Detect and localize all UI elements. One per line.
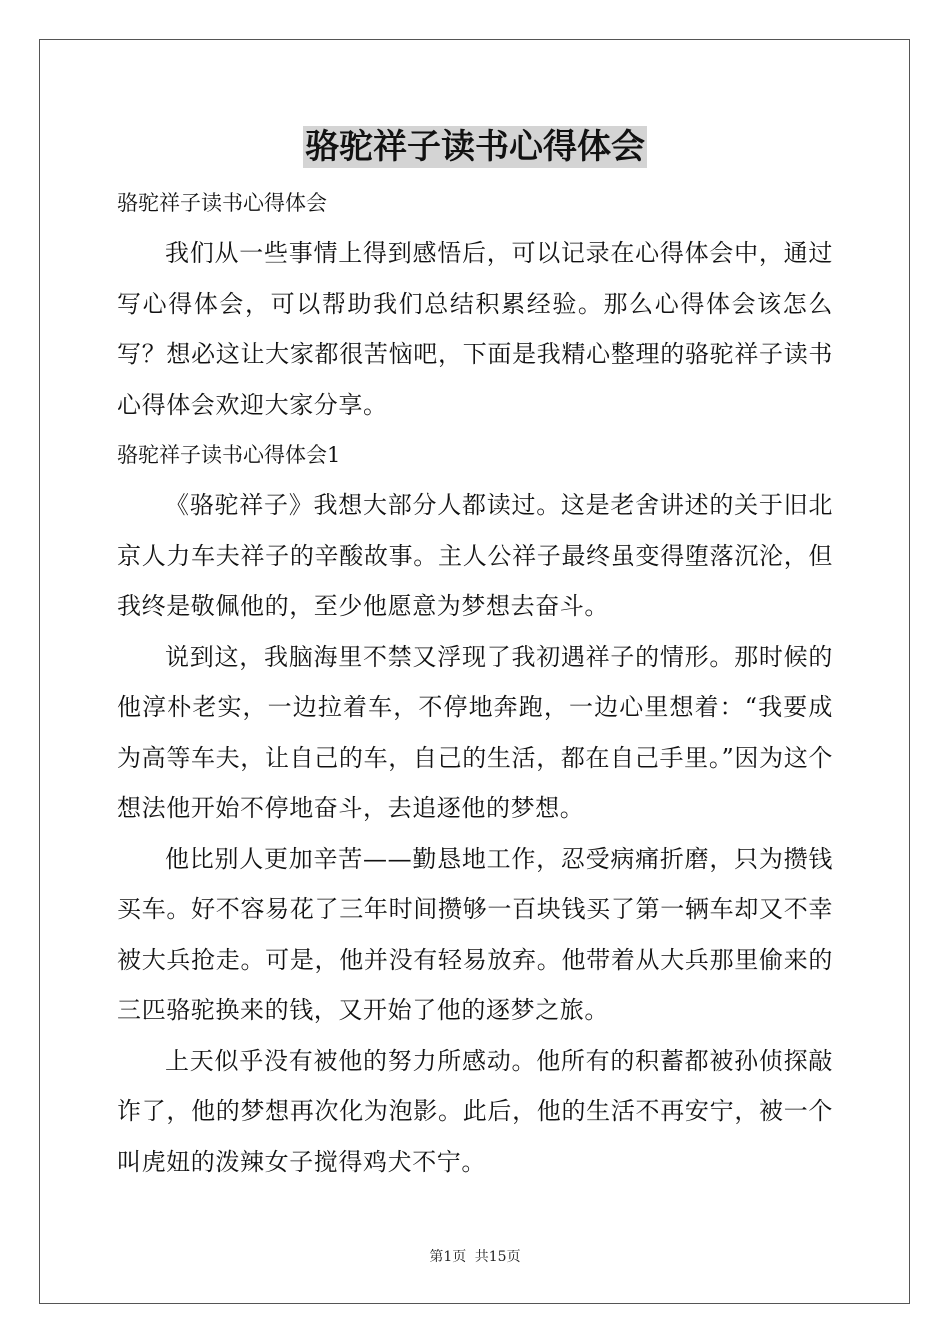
intro-paragraph: 我们从一些事情上得到感悟后，可以记录在心得体会中，通过写心得体会，可以帮助我们总结积累经验。那么心得体会该怎么写？想必这让大家都很苦恼吧，下面是我精心整理的骆驼祥子读书心得体会欢迎大家分享。	[117, 239, 833, 419]
section-heading: 骆驼祥子读书心得体会1	[117, 443, 341, 467]
document-title: 骆驼祥子读书心得体会	[305, 127, 645, 167]
document-body	[117, 126, 833, 1187]
page-number: 第1页	[429, 1249, 467, 1265]
page-footer	[0, 1246, 950, 1266]
body-paragraph: 说到这，我脑海里不禁又浮现了我初遇祥子的情形。那时候的他淳朴老实，一边拉着车，不停地奔跑，一边心里想着：“我要成为高等车夫，让自己的车，自己的生活，都在自己手里。”因为这个想法他开始不停地奋斗，去追逐他的梦想。	[117, 642, 833, 822]
body-paragraph: 上天似乎没有被他的努力所感动。他所有的积蓄都被孙侦探敲诈了，他的梦想再次化为泡影。此后，他的生活不再安宁，被一个叫虎妞的泼辣女子搅得鸡犬不宁。	[117, 1046, 833, 1176]
body-paragraph: 《骆驼祥子》我想大部分人都读过。这是老舍讲述的关于旧北京人力车夫祥子的辛酸故事。主人公祥子最终虽变得堕落沉沦，但我终是敬佩他的，至少他愿意为梦想去奋斗。	[117, 491, 833, 620]
document-subtitle: 骆驼祥子读书心得体会	[117, 191, 327, 215]
title-container	[117, 126, 833, 170]
total-pages: 共15页	[474, 1249, 521, 1265]
body-paragraph: 他比别人更加辛苦——勤恳地工作，忍受病痛折磨，只为攒钱买车。好不容易花了三年时间攒够一百块钱买了第一辆车却又不幸被大兵抢走。可是，他并没有轻易放弃。他带着从大兵那里偷来的三匹骆驼换来的钱，又开始了他的逐梦之旅。	[117, 844, 833, 1024]
